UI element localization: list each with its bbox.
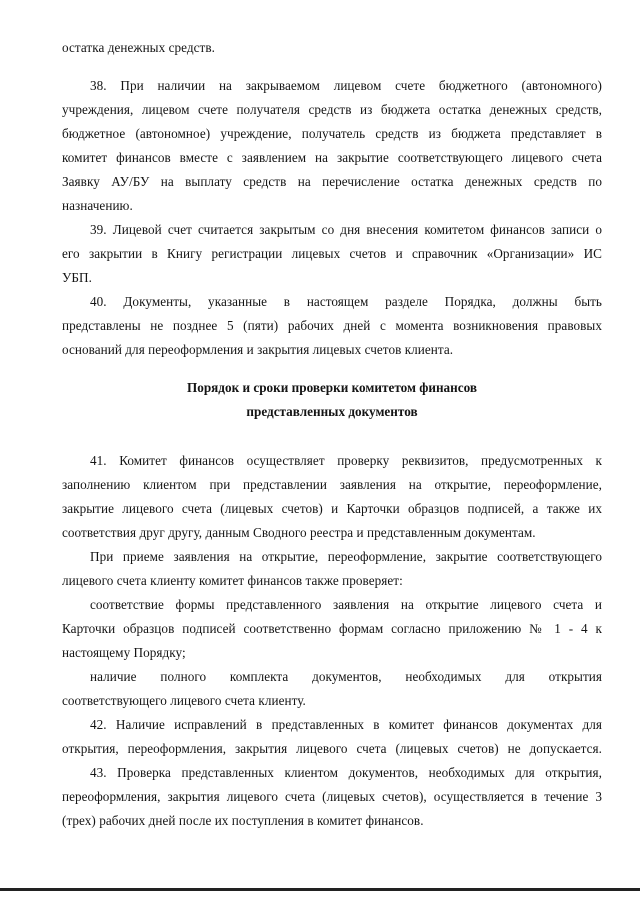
paragraph-41-line: 41. Комитет финансов осуществляет проверку реквизитов, предусмотренных к [90,453,602,468]
paragraph-40-line: представлены не позднее 5 (пяти) рабочих дней с момента возникновения правовых [62,318,602,333]
paragraph-38-line: учреждения, лицевом счете получателя средств из бюджета остатка денежных средств, [62,102,602,117]
paragraph-40-line: оснований для переоформления и закрытия лицевых счетов клиента. [62,342,454,357]
text-line: остатка денежных средств. [62,40,215,55]
paragraph-39-line: его закрытии в Книгу регистрации лицевых счетов и справочник «Организации» ИС [62,246,602,261]
paragraph-38-line: Заявку АУ/БУ на выплату средств на перечисление остатка денежных средств по [62,174,602,189]
paragraph-38-line: комитет финансов вместе с заявлением на закрытие соответствующего лицевого счета [62,150,602,165]
paragraph-38-line: назначению. [62,198,133,213]
paragraph-42-line: открытия, переоформления, закрытия лицевого счета (лицевых счетов) не допускается. [62,741,602,756]
paragraph-line: соответствующего лицевого счета клиенту. [62,693,306,708]
paragraph-line: Карточки образцов подписей соответственно формам согласно приложению № 1 - 4 к [62,621,602,636]
section-heading: представленных документов [246,404,418,419]
section-heading: Порядок и сроки проверки комитетом финансов [186,380,477,395]
paragraph-line: соответствие формы представленного заявления на открытие лицевого счета и [90,597,602,612]
paragraph-39-line: УБП. [62,270,92,285]
paragraph-43-line: (трех) рабочих дней после их поступления в комитет финансов. [62,813,424,828]
paragraph-line: наличие полного комплекта документов, необходимых для открытия [90,669,602,684]
paragraph-41-line: соответствия друг другу, данным Сводного реестра и представленным документам. [62,525,536,540]
paragraph-38-line: бюджетное (автономное) учреждение, получатель средств из бюджета представляет в [62,126,602,141]
paragraph-42-line: 42. Наличие исправлений в представленных в комитет финансов документах для [90,717,602,732]
paragraph-41-line: заполнению клиентом при представлении заявления на открытие, переоформление, [62,477,602,492]
bottom-border [0,888,640,891]
paragraph-39-line: 39. Лицевой счет считается закрытым со дня внесения комитетом финансов записи о [90,222,602,237]
paragraph-line: лицевого счета клиенту комитет финансов также проверяет: [62,573,403,588]
paragraph-40-line: 40. Документы, указанные в настоящем разделе Порядка, должны быть [90,294,602,309]
paragraph-41-line: закрытие лицевого счета (лицевых счетов) и Карточки образцов подписей, а также их [62,501,602,516]
paragraph-43-line: переоформления, закрытия лицевого счета (лицевых счетов), осуществляется в течение 3 [62,789,602,804]
paragraph-line: настоящему Порядку; [62,645,186,660]
paragraph-43-line: 43. Проверка представленных клиентом документов, необходимых для открытия, [90,765,602,780]
paragraph-38-line: 38. При наличии на закрываемом лицевом счете бюджетного (автономного) [90,78,602,93]
paragraph-line: При приеме заявления на открытие, переоформление, закрытие соответствующего [90,549,602,564]
